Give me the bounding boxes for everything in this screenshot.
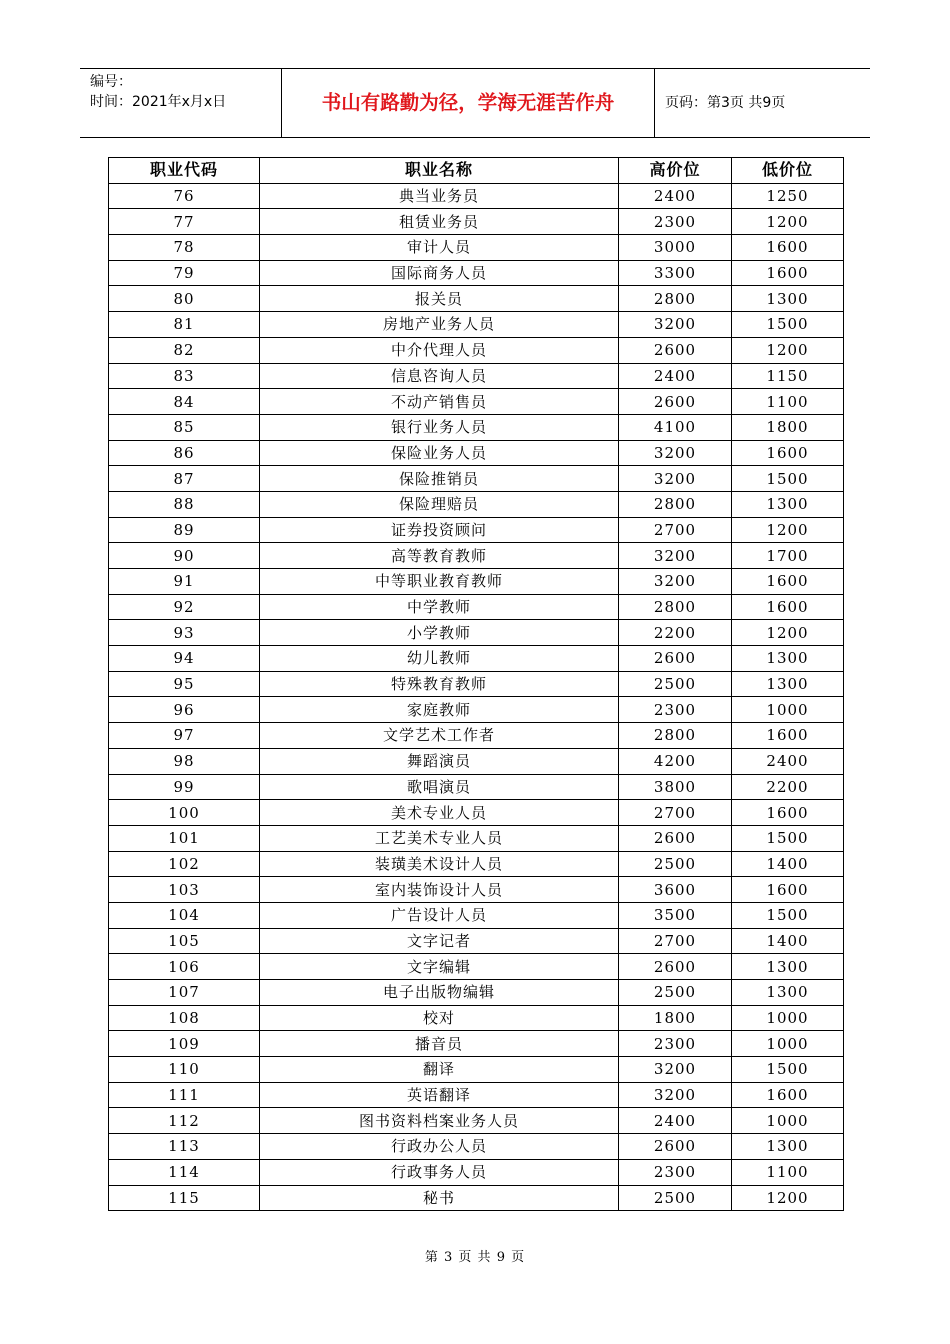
- cell-name: 保险理赔员: [260, 491, 619, 517]
- cell-low: 1200: [732, 337, 844, 363]
- cell-name: 保险业务人员: [260, 440, 619, 466]
- cell-name: 歌唱演员: [260, 774, 619, 800]
- table-row: [109, 671, 844, 697]
- page-header: [80, 68, 870, 138]
- cell-name: 小学教师: [260, 620, 619, 646]
- cell-name: 幼儿教师: [260, 646, 619, 672]
- cell-high: 2600: [619, 389, 732, 415]
- cell-high: 3200: [619, 1057, 732, 1083]
- header-page-info: 页码：第3页 共9页: [665, 95, 786, 111]
- cell-name: 文字编辑: [260, 954, 619, 980]
- table-row: [109, 774, 844, 800]
- table-row: [109, 620, 844, 646]
- cell-high: 1800: [619, 1005, 732, 1031]
- cell-name: 租赁业务员: [260, 209, 619, 235]
- cell-high: 2400: [619, 363, 732, 389]
- cell-code: 107: [109, 980, 260, 1006]
- cell-code: 94: [109, 646, 260, 672]
- cell-high: 4100: [619, 414, 732, 440]
- table-row: [109, 440, 844, 466]
- cell-name: 信息咨询人员: [260, 363, 619, 389]
- table-row: [109, 723, 844, 749]
- cell-low: 1500: [732, 825, 844, 851]
- cell-code: 82: [109, 337, 260, 363]
- cell-code: 114: [109, 1159, 260, 1185]
- cell-name: 舞蹈演员: [260, 748, 619, 774]
- cell-low: 1600: [732, 877, 844, 903]
- table-row: [109, 748, 844, 774]
- cell-name: 文学艺术工作者: [260, 723, 619, 749]
- cell-code: 109: [109, 1031, 260, 1057]
- cell-name: 高等教育教师: [260, 543, 619, 569]
- cell-code: 112: [109, 1108, 260, 1134]
- table-row: [109, 1185, 844, 1211]
- cell-low: 1500: [732, 312, 844, 338]
- cell-high: 3200: [619, 1082, 732, 1108]
- cell-code: 105: [109, 928, 260, 954]
- table-row: [109, 825, 844, 851]
- cell-high: 2800: [619, 286, 732, 312]
- cell-high: 2800: [619, 723, 732, 749]
- cell-name: 装璜美术设计人员: [260, 851, 619, 877]
- cell-low: 1100: [732, 1159, 844, 1185]
- number-label: 编号：: [90, 74, 132, 90]
- page-footer: 第 3 页 共 9 页: [424, 1250, 526, 1265]
- cell-code: 97: [109, 723, 260, 749]
- cell-low: 1600: [732, 800, 844, 826]
- cell-code: 80: [109, 286, 260, 312]
- table-row: [109, 697, 844, 723]
- cell-high: 2600: [619, 825, 732, 851]
- cell-code: 110: [109, 1057, 260, 1083]
- table-row: [109, 902, 844, 928]
- table-row: [109, 491, 844, 517]
- table-row: [109, 286, 844, 312]
- cell-low: 1300: [732, 1134, 844, 1160]
- cell-low: 1300: [732, 491, 844, 517]
- cell-high: 2500: [619, 671, 732, 697]
- cell-name: 中学教师: [260, 594, 619, 620]
- cell-code: 89: [109, 517, 260, 543]
- cell-name: 工艺美术专业人员: [260, 825, 619, 851]
- cell-high: 2800: [619, 491, 732, 517]
- table-row: [109, 1134, 844, 1160]
- cell-low: 1000: [732, 1108, 844, 1134]
- col-header-code: 职业代码: [109, 158, 260, 184]
- cell-low: 1300: [732, 671, 844, 697]
- cell-name: 审计人员: [260, 235, 619, 261]
- cell-high: 3600: [619, 877, 732, 903]
- cell-high: 2500: [619, 851, 732, 877]
- cell-high: 3300: [619, 260, 732, 286]
- cell-low: 1300: [732, 980, 844, 1006]
- cell-name: 特殊教育教师: [260, 671, 619, 697]
- cell-high: 2400: [619, 1108, 732, 1134]
- cell-low: 1200: [732, 209, 844, 235]
- cell-name: 电子出版物编辑: [260, 980, 619, 1006]
- table-row: [109, 980, 844, 1006]
- cell-code: 96: [109, 697, 260, 723]
- cell-code: 83: [109, 363, 260, 389]
- cell-low: 1800: [732, 414, 844, 440]
- cell-high: 3200: [619, 312, 732, 338]
- cell-low: 1500: [732, 902, 844, 928]
- table-row: [109, 209, 844, 235]
- occupation-salary-table: [108, 157, 844, 1211]
- table-row: [109, 1031, 844, 1057]
- cell-name: 室内装饰设计人员: [260, 877, 619, 903]
- cell-code: 78: [109, 235, 260, 261]
- cell-name: 报关员: [260, 286, 619, 312]
- cell-low: 1300: [732, 646, 844, 672]
- cell-high: 3200: [619, 466, 732, 492]
- cell-low: 1300: [732, 286, 844, 312]
- table-row: [109, 466, 844, 492]
- table-row: [109, 1005, 844, 1031]
- cell-low: 1100: [732, 389, 844, 415]
- cell-high: 3200: [619, 569, 732, 595]
- cell-code: 113: [109, 1134, 260, 1160]
- cell-low: 2200: [732, 774, 844, 800]
- cell-high: 2700: [619, 800, 732, 826]
- table-row: [109, 363, 844, 389]
- cell-name: 中介代理人员: [260, 337, 619, 363]
- cell-low: 1600: [732, 235, 844, 261]
- cell-low: 1600: [732, 440, 844, 466]
- cell-code: 91: [109, 569, 260, 595]
- cell-low: 1500: [732, 1057, 844, 1083]
- cell-code: 104: [109, 902, 260, 928]
- cell-low: 1200: [732, 620, 844, 646]
- cell-high: 2800: [619, 594, 732, 620]
- cell-code: 99: [109, 774, 260, 800]
- cell-code: 87: [109, 466, 260, 492]
- cell-code: 84: [109, 389, 260, 415]
- table-row: [109, 260, 844, 286]
- cell-code: 100: [109, 800, 260, 826]
- table-row: [109, 183, 844, 209]
- cell-high: 2400: [619, 183, 732, 209]
- cell-name: 校对: [260, 1005, 619, 1031]
- header-motto: 书山有路勤为径，学海无涯苦作舟: [282, 69, 655, 137]
- cell-name: 中等职业教育教师: [260, 569, 619, 595]
- table-body: [109, 183, 844, 1211]
- cell-name: 房地产业务人员: [260, 312, 619, 338]
- cell-high: 4200: [619, 748, 732, 774]
- cell-high: 2300: [619, 1031, 732, 1057]
- cell-low: 1000: [732, 697, 844, 723]
- cell-high: 3500: [619, 902, 732, 928]
- cell-code: 76: [109, 183, 260, 209]
- cell-high: 2700: [619, 928, 732, 954]
- cell-name: 秘书: [260, 1185, 619, 1211]
- cell-high: 2600: [619, 337, 732, 363]
- cell-high: 2700: [619, 517, 732, 543]
- cell-low: 1600: [732, 260, 844, 286]
- cell-low: 1200: [732, 1185, 844, 1211]
- cell-high: 3800: [619, 774, 732, 800]
- table-row: [109, 800, 844, 826]
- cell-name: 银行业务人员: [260, 414, 619, 440]
- cell-name: 广告设计人员: [260, 902, 619, 928]
- table-row: [109, 1082, 844, 1108]
- table-row: [109, 517, 844, 543]
- cell-low: 1200: [732, 517, 844, 543]
- cell-high: 2600: [619, 646, 732, 672]
- table-row: [109, 1057, 844, 1083]
- col-header-name: 职业名称: [260, 158, 619, 184]
- cell-name: 图书资料档案业务人员: [260, 1108, 619, 1134]
- table-row: [109, 389, 844, 415]
- table-row: [109, 1108, 844, 1134]
- table-row: [109, 337, 844, 363]
- cell-name: 文字记者: [260, 928, 619, 954]
- cell-high: 2300: [619, 209, 732, 235]
- cell-high: 3000: [619, 235, 732, 261]
- cell-code: 95: [109, 671, 260, 697]
- cell-code: 115: [109, 1185, 260, 1211]
- cell-code: 108: [109, 1005, 260, 1031]
- cell-name: 播音员: [260, 1031, 619, 1057]
- cell-low: 1600: [732, 569, 844, 595]
- cell-code: 111: [109, 1082, 260, 1108]
- header-meta: [80, 69, 282, 137]
- cell-code: 101: [109, 825, 260, 851]
- time-label: 时间：2021年x月x日: [90, 94, 227, 110]
- cell-name: 家庭教师: [260, 697, 619, 723]
- table-row: [109, 235, 844, 261]
- table-row: [109, 646, 844, 672]
- cell-code: 93: [109, 620, 260, 646]
- cell-code: 102: [109, 851, 260, 877]
- cell-code: 103: [109, 877, 260, 903]
- cell-code: 85: [109, 414, 260, 440]
- cell-code: 81: [109, 312, 260, 338]
- table-header-row: [109, 158, 844, 184]
- table-row: [109, 414, 844, 440]
- cell-low: 2400: [732, 748, 844, 774]
- cell-name: 行政办公人员: [260, 1134, 619, 1160]
- cell-name: 证券投资顾问: [260, 517, 619, 543]
- cell-high: 2300: [619, 697, 732, 723]
- cell-code: 88: [109, 491, 260, 517]
- cell-high: 2500: [619, 980, 732, 1006]
- cell-code: 92: [109, 594, 260, 620]
- table-row: [109, 569, 844, 595]
- col-header-high: 高价位: [619, 158, 732, 184]
- cell-name: 行政事务人员: [260, 1159, 619, 1185]
- cell-code: 98: [109, 748, 260, 774]
- table-row: [109, 312, 844, 338]
- cell-low: 1000: [732, 1031, 844, 1057]
- cell-name: 国际商务人员: [260, 260, 619, 286]
- cell-code: 90: [109, 543, 260, 569]
- cell-high: 3200: [619, 440, 732, 466]
- cell-name: 英语翻译: [260, 1082, 619, 1108]
- cell-high: 2300: [619, 1159, 732, 1185]
- cell-high: 2600: [619, 1134, 732, 1160]
- cell-low: 1600: [732, 594, 844, 620]
- cell-low: 1400: [732, 928, 844, 954]
- cell-low: 1400: [732, 851, 844, 877]
- cell-high: 3200: [619, 543, 732, 569]
- table-row: [109, 877, 844, 903]
- table-row: [109, 954, 844, 980]
- cell-name: 翻译: [260, 1057, 619, 1083]
- cell-code: 86: [109, 440, 260, 466]
- cell-low: 1600: [732, 1082, 844, 1108]
- cell-high: 2600: [619, 954, 732, 980]
- table-row: [109, 928, 844, 954]
- cell-code: 106: [109, 954, 260, 980]
- table-row: [109, 851, 844, 877]
- cell-low: 1700: [732, 543, 844, 569]
- cell-low: 1300: [732, 954, 844, 980]
- table-row: [109, 543, 844, 569]
- cell-low: 1250: [732, 183, 844, 209]
- cell-high: 2500: [619, 1185, 732, 1211]
- cell-name: 典当业务员: [260, 183, 619, 209]
- col-header-low: 低价位: [732, 158, 844, 184]
- cell-high: 2200: [619, 620, 732, 646]
- cell-code: 79: [109, 260, 260, 286]
- cell-low: 1150: [732, 363, 844, 389]
- cell-name: 保险推销员: [260, 466, 619, 492]
- table-row: [109, 594, 844, 620]
- cell-low: 1500: [732, 466, 844, 492]
- cell-name: 美术专业人员: [260, 800, 619, 826]
- cell-code: 77: [109, 209, 260, 235]
- cell-low: 1600: [732, 723, 844, 749]
- table-row: [109, 1159, 844, 1185]
- cell-low: 1000: [732, 1005, 844, 1031]
- cell-name: 不动产销售员: [260, 389, 619, 415]
